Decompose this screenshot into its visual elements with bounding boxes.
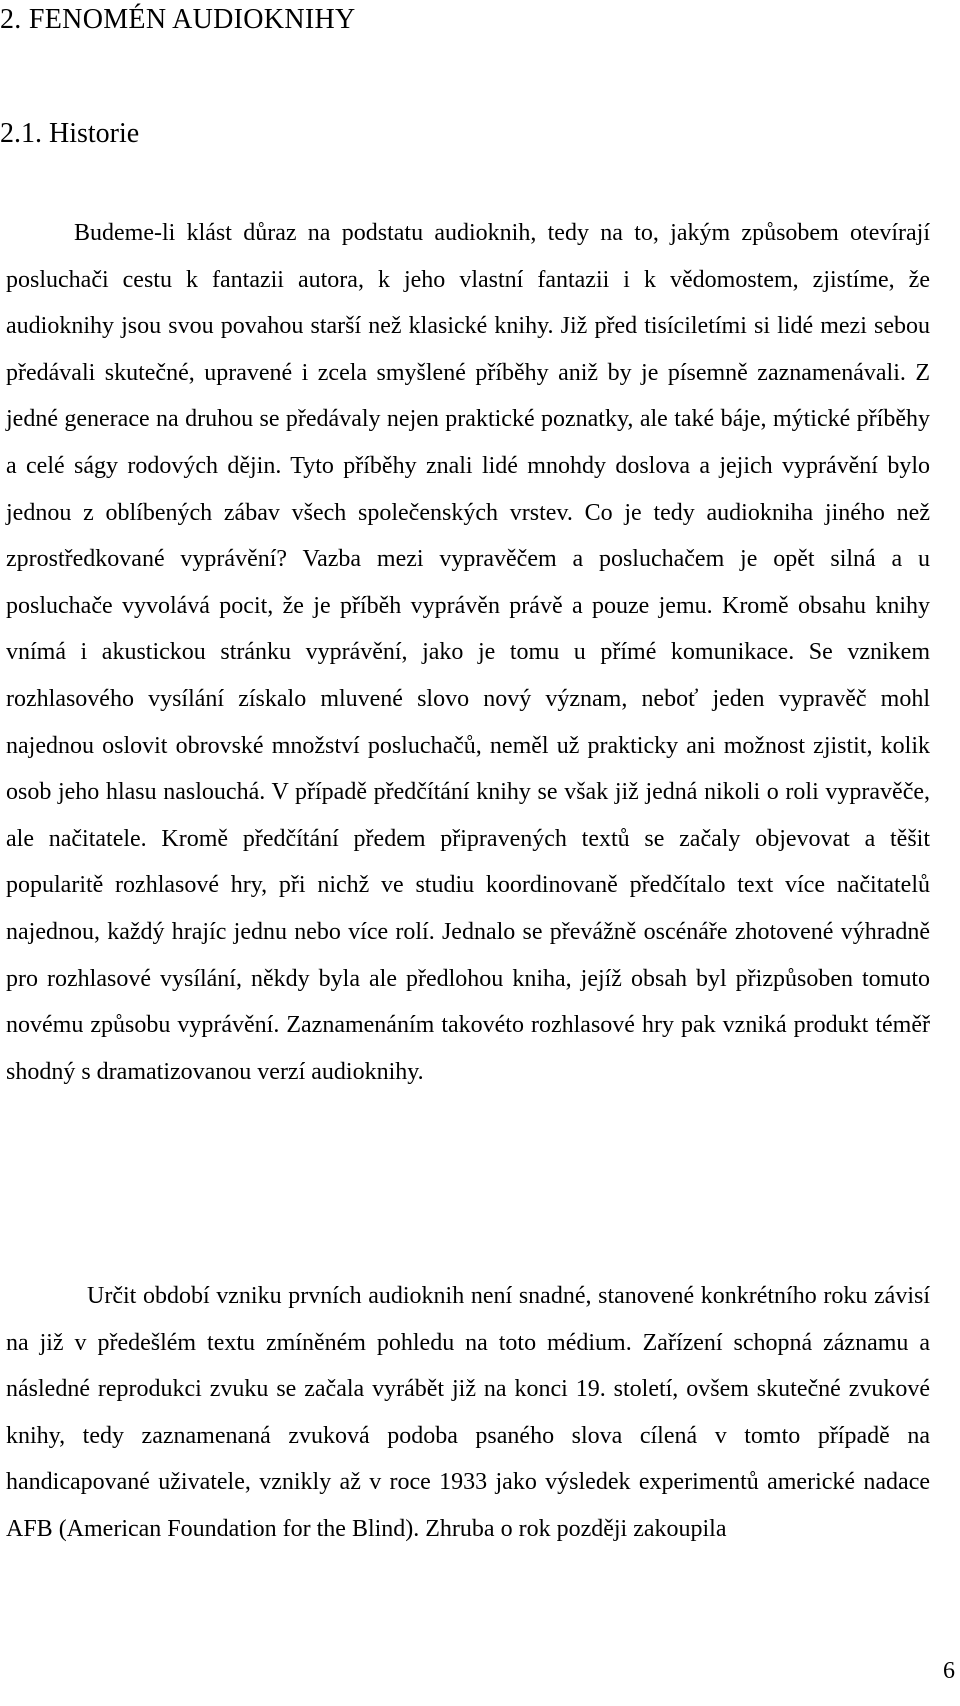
chapter-title: 2. FENOMÉN AUDIOKNIHY	[0, 4, 356, 35]
body-paragraph-1: Budeme-li klást důraz na podstatu audioknih, tedy na to, jakým způsobem otevírají posluchači cestu k fantazii autora, k jeho vlastní fantazii i k vědomostem, zjistíme, že audioknihy jsou svou povahou starší než klasické knihy. Již před tisíciletími si lidé mezi sebou předávali skutečné, upravené i zcela smyšlené příběhy aniž by je písemně zaznamenávali. Z jedné generace na druhou se předávaly nejen praktické poznatky, ale také báje, mýtické příběhy a celé ságy rodových dějin. Tyto příběhy znali lidé mnohdy doslova a jejich vyprávění bylo jednou z oblíbených zábav všech společenských vrstev. Co je tedy audiokniha jiného než zprostředkované vyprávění? Vazba mezi vypravěčem a posluchačem je opět silná a u posluchače vyvolává pocit, že je příběh vyprávěn právě a pouze jemu. Kromě obsahu knihy vnímá i akustickou stránku vyprávění, jako je tomu u přímé komunikace. Se vznikem rozhlasového vysílání získalo mluvené slovo nový význam, neboť jeden vypravěč mohl najednou oslovit obrovské množství posluchačů, neměl už prakticky ani možnost zjistit, kolik osob jeho hlasu naslouchá. V případě předčítání knihy se však již jedná nikoli o roli vypravěče, ale načitatele. Kromě předčítání předem připravených textů se začaly objevovat a těšit popularitě rozhlasové hry, při nichž ve studiu koordinovaně předčítalo text více načitatelů najednou, každý hrajíc jednu nebo více rolí. Jednalo se převážně oscénáře zhotovené výhradně pro rozhlasové vysílání, někdy byla ale předlohou kniha, jejíž obsah byl přizpůsoben tomuto novému způsobu vyprávění. Zaznamenáním takovéto rozhlasové hry pak vzniká produkt téměř shodný s dramatizovanou verzí audioknihy.	[6, 220, 930, 1085]
page-number: 6	[943, 1658, 955, 1684]
section-title: 2.1. Historie	[0, 118, 140, 149]
body-paragraph-2: Určit období vzniku prvních audioknih není snadné, stanovené konkrétního roku závisí na již v předešlém textu zmíněném pohledu na toto médium. Zařízení schopná záznamu a následné reprodukci zvuku se začala vyrábět již na konci 19. století, ovšem skutečné zvukové knihy, tedy zaznamenaná zvuková podoba psaného slova cílená v tomto případě na handicapované uživatele, vznikly až v roce 1933 jako výsledek experimentů americké nadace AFB (American Foundation for the Blind). Zhruba o rok později zakoupila	[6, 1283, 930, 1542]
